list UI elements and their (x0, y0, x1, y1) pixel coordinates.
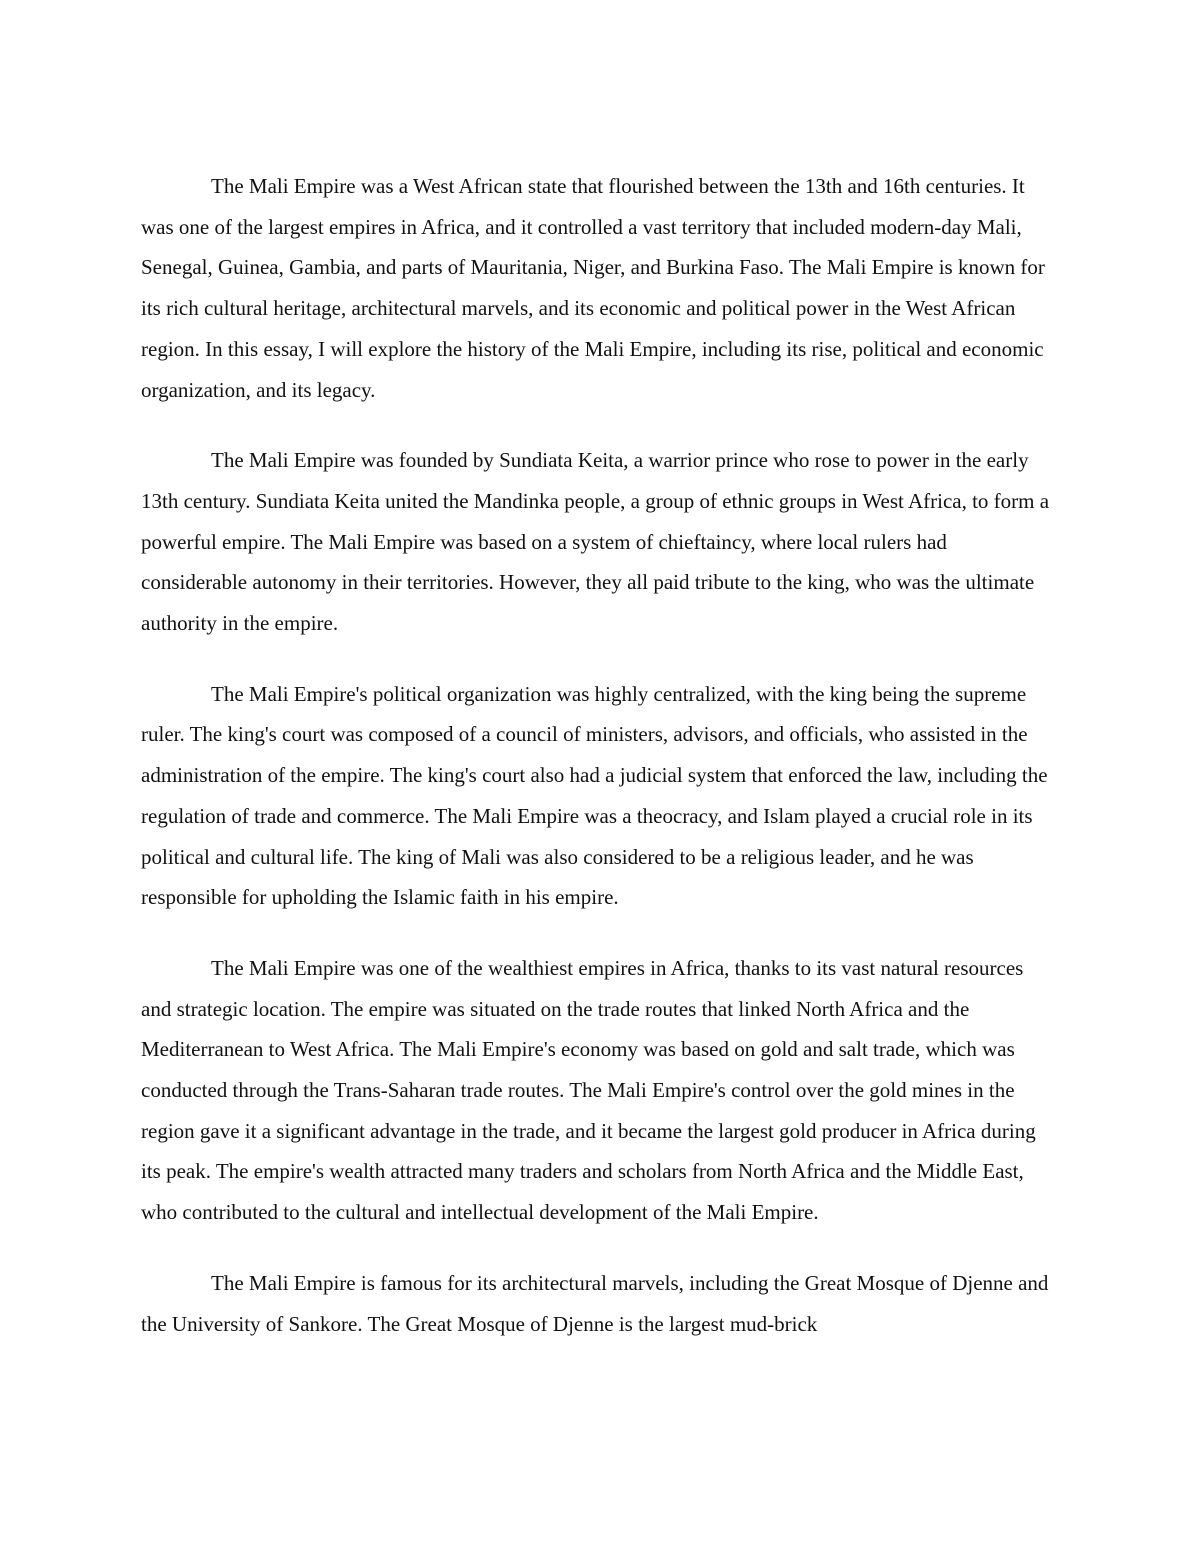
document-body (141, 166, 1056, 1344)
paragraph-political-organization: The Mali Empire's political organization was highly centralized, with the king being the supreme ruler. The king's court was composed of a council of ministers, advisors, and officials, who assisted in the administration of the empire. The king's court also had a judicial system that enforced the law, including the regulation of trade and commerce. The Mali Empire was a theocracy, and Islam played a crucial role in its political and cultural life. The king of Mali was also considered to be a religious leader, and he was responsible for upholding the Islamic faith in his empire. (141, 681, 1048, 910)
paragraph-founding: The Mali Empire was founded by Sundiata Keita, a warrior prince who rose to power in the early 13th century. Sundiata Keita united the Mandinka people, a group of ethnic groups in West Africa, to form a powerful empire. The Mali Empire was based on a system of chieftaincy, where local rulers had considerable autonomy in their territories. However, they all paid tribute to the king, who was the ultimate authority in the empire. (141, 448, 1050, 636)
paragraph-economy: The Mali Empire was one of the wealthiest empires in Africa, thanks to its vast natural resources and strategic location. The empire was situated on the trade routes that linked North Africa and the Mediterranean to West Africa. The Mali Empire's economy was based on gold and salt trade, which was conducted through the Trans-Saharan trade routes. The Mali Empire's control over the gold mines in the region gave it a significant advantage in the trade, and it became the largest gold producer in Africa during its peak. The empire's wealth attracted many traders and scholars from North Africa and the Middle East, who contributed to the cultural and intellectual development of the Mali Empire. (141, 955, 1036, 1225)
paragraph-intro: The Mali Empire was a West African state that flourished between the 13th and 16th centuries. It was one of the largest empires in Africa, and it controlled a vast territory that included modern-day Mali, Senegal, Guinea, Gambia, and parts of Mauritania, Niger, and Burkina Faso. The Mali Empire is known for its rich cultural heritage, architectural marvels, and its economic and political power in the West African region. In this essay, I will explore the history of the Mali Empire, including its rise, political and economic organization, and its legacy. (141, 174, 1045, 402)
paragraph-architecture: The Mali Empire is famous for its architectural marvels, including the Great Mosque of Djenne and the University of Sankore. The Great Mosque of Djenne is the largest mud-brick (141, 1270, 1049, 1336)
